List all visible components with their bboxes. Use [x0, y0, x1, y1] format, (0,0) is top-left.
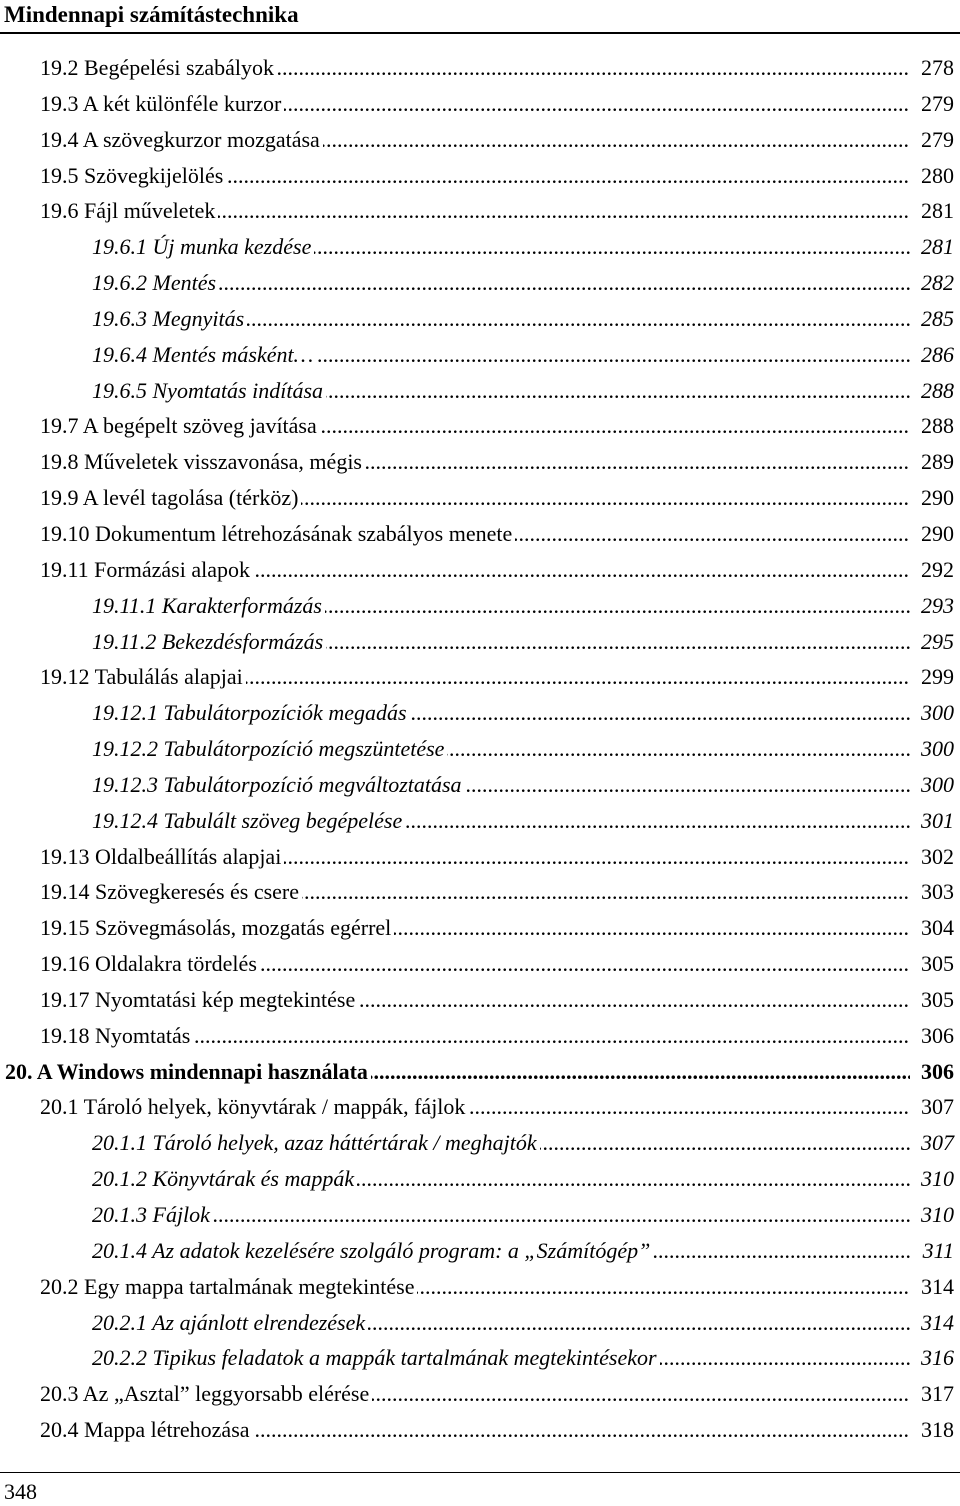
toc-entry-label: 19.2 Begépelési szabályok	[40, 55, 277, 80]
toc-entry-label: 19.8 Műveletek visszavonása, mégis	[40, 449, 365, 474]
toc-entry-page: 281	[917, 193, 954, 228]
toc-entry-page: 302	[917, 839, 954, 874]
toc-entry-label: 19.11.2 Bekezdésformázás	[92, 629, 326, 654]
toc-entry[interactable]	[0, 910, 960, 946]
toc-entry-label: 19.12.2 Tabulátorpozíció megszüntetése	[92, 736, 447, 761]
toc-entry-title	[40, 874, 910, 909]
toc-entry-label: 20.2.2 Tipikus feladatok a mappák tartalmának megtekintésekor	[92, 1345, 660, 1370]
header-rule	[0, 32, 960, 34]
toc-entry-title	[40, 839, 910, 874]
toc-entry-title	[40, 480, 910, 515]
toc-entry-title	[40, 193, 910, 228]
toc-entry[interactable]	[0, 1233, 960, 1269]
toc-entry[interactable]	[0, 50, 960, 86]
toc-entry-page: 311	[919, 1233, 954, 1268]
toc-entry-title	[92, 588, 910, 623]
toc-entry-page: 279	[917, 122, 954, 157]
toc-entry-title	[40, 444, 910, 479]
toc-entry-page: 305	[917, 982, 954, 1017]
toc-entry-label: 20.2 Egy mappa tartalmának megtekintése	[40, 1274, 417, 1299]
toc-entry[interactable]	[0, 480, 960, 516]
toc-entry-title	[92, 1340, 910, 1375]
toc-entry-label: 19.6.5 Nyomtatás indítása	[92, 378, 326, 403]
toc-entry-label: 19.13 Oldalbeállítás alapjai	[40, 844, 284, 869]
toc-entry-title	[92, 373, 910, 408]
toc-entry-page: 301	[917, 803, 954, 838]
toc-entry-title	[92, 695, 910, 730]
page-header	[0, 0, 960, 36]
toc-entry-title	[40, 50, 910, 85]
toc-entry[interactable]	[0, 516, 960, 552]
toc-entry-title	[92, 265, 910, 300]
toc-entry-title	[92, 1125, 910, 1160]
toc-entry-title	[40, 910, 910, 945]
toc-entry[interactable]	[0, 1305, 960, 1341]
toc-entry-label: 19.6.4 Mentés másként…	[92, 342, 316, 367]
toc-entry-title	[40, 122, 910, 157]
toc-entry-title	[92, 1161, 910, 1196]
toc-entry-title	[92, 803, 910, 838]
toc-entry-page: 300	[917, 731, 954, 766]
toc-entry-page: 290	[917, 480, 954, 515]
toc-entry-label: 19.10 Dokumentum létrehozásának szabályos menete	[40, 521, 515, 546]
toc-entry-label: 19.17 Nyomtatási kép megtekintése	[40, 987, 358, 1012]
toc-entry-page: 293	[917, 588, 954, 623]
page-number: 348	[4, 1479, 37, 1504]
toc-entry[interactable]	[0, 1269, 960, 1305]
toc-entry-title	[92, 1197, 910, 1232]
toc-entry-title	[40, 516, 910, 551]
toc-entry-title	[40, 1089, 910, 1124]
toc-entry-page: 299	[917, 659, 954, 694]
toc-entry-title	[92, 1233, 910, 1268]
toc-entry-page: 307	[917, 1125, 954, 1160]
toc-entry[interactable]	[0, 408, 960, 444]
toc-entry-title	[40, 86, 910, 121]
toc-entry-page: 288	[917, 408, 954, 443]
toc-entry-title	[40, 552, 910, 587]
table-of-contents	[0, 50, 960, 1448]
toc-entry-title	[92, 229, 910, 264]
toc-entry-label: 19.4 A szövegkurzor mozgatása	[40, 127, 323, 152]
running-title: Mindennapi számítástechnika	[4, 2, 299, 27]
toc-entry[interactable]	[0, 265, 960, 301]
toc-entry-page: 300	[917, 767, 954, 802]
toc-entry-title	[92, 301, 910, 336]
toc-entry[interactable]	[0, 122, 960, 158]
toc-entry-title	[40, 946, 910, 981]
toc-entry-label: 19.3 A két különféle kurzor	[40, 91, 284, 116]
toc-entry[interactable]	[0, 1161, 960, 1197]
toc-entry[interactable]	[0, 695, 960, 731]
toc-entry-label: 20.1.1 Tároló helyek, azaz háttértárak / meghajtók	[92, 1130, 540, 1155]
toc-entry-label: 19.5 Szövegkijelölés	[40, 163, 226, 188]
toc-entry-page: 295	[917, 624, 954, 659]
toc-entry-label: 19.9 A levél tagolása (térköz)	[40, 485, 301, 510]
toc-entry[interactable]	[0, 373, 960, 409]
toc-entry-title	[92, 767, 910, 802]
toc-entry[interactable]	[0, 624, 960, 660]
toc-entry[interactable]	[0, 1376, 960, 1412]
toc-entry-title	[92, 337, 910, 372]
toc-entry[interactable]	[0, 1125, 960, 1161]
toc-entry-page: 288	[917, 373, 954, 408]
toc-entry-page: 317	[917, 1376, 954, 1411]
toc-entry[interactable]	[0, 86, 960, 122]
toc-entry-title	[40, 1376, 910, 1411]
toc-entry-label: 20.1 Tároló helyek, könyvtárak / mappák, fájlok	[40, 1094, 468, 1119]
toc-entry-label: 20.4 Mappa létrehozása	[40, 1417, 253, 1442]
toc-entry-page: 285	[917, 301, 954, 336]
toc-entry-label: 19.6.2 Mentés	[92, 270, 219, 295]
footer-rule	[0, 1472, 960, 1473]
toc-entry[interactable]	[0, 301, 960, 337]
toc-entry-page: 314	[917, 1305, 954, 1340]
toc-entry-title	[40, 1412, 910, 1447]
toc-entry[interactable]	[0, 839, 960, 875]
toc-entry[interactable]	[0, 803, 960, 839]
toc-entry-title	[40, 1018, 910, 1053]
toc-entry-title	[92, 731, 910, 766]
toc-entry[interactable]	[0, 1340, 960, 1376]
toc-entry-page: 307	[917, 1089, 954, 1124]
toc-entry-label: 19.11 Formázási alapok	[40, 557, 253, 582]
toc-entry-label: 19.12.1 Tabulátorpozíciók megadás	[92, 700, 410, 725]
toc-entry-page: 304	[917, 910, 954, 945]
toc-entry[interactable]	[0, 1018, 960, 1054]
toc-entry-label: 19.12.4 Tabulált szöveg begépelése	[92, 808, 405, 833]
toc-entry[interactable]	[0, 444, 960, 480]
toc-entry-title	[40, 1269, 910, 1304]
toc-entry-label: 20.2.1 Az ajánlott elrendezések	[92, 1310, 368, 1335]
toc-entry-label: 19.7 A begépelt szöveg javítása	[40, 413, 320, 438]
toc-entry[interactable]	[0, 1197, 960, 1233]
toc-entry-label: 19.12.3 Tabulátorpozíció megváltoztatása	[92, 772, 465, 797]
toc-entry-label: 19.16 Oldalakra tördelés	[40, 951, 260, 976]
toc-entry-title	[5, 1054, 910, 1089]
toc-entry-page: 280	[917, 158, 954, 193]
toc-entry-label: 19.6.1 Új munka kezdése	[92, 234, 314, 259]
toc-entry-page: 289	[917, 444, 954, 479]
toc-entry-label: 19.12 Tabulálás alapjai	[40, 664, 246, 689]
toc-entry[interactable]	[0, 1054, 960, 1090]
toc-entry-page: 314	[917, 1269, 954, 1304]
toc-entry[interactable]	[0, 158, 960, 194]
toc-entry-label: 20.1.3 Fájlok	[92, 1202, 213, 1227]
toc-entry[interactable]	[0, 1089, 960, 1125]
toc-entry-page: 292	[917, 552, 954, 587]
toc-entry-page: 290	[917, 516, 954, 551]
toc-entry-page: 305	[917, 946, 954, 981]
toc-entry[interactable]	[0, 767, 960, 803]
toc-entry-label: 19.14 Szövegkeresés és csere	[40, 879, 302, 904]
toc-entry[interactable]	[0, 337, 960, 373]
toc-entry[interactable]	[0, 1412, 960, 1448]
toc-entry[interactable]	[0, 874, 960, 910]
toc-entry[interactable]	[0, 229, 960, 265]
toc-entry-label: 20. A Windows mindennapi használata	[5, 1059, 371, 1084]
toc-entry-page: 306	[917, 1054, 954, 1089]
toc-entry-title	[92, 1305, 910, 1340]
toc-entry-page: 310	[917, 1161, 954, 1196]
toc-entry-label: 20.1.4 Az adatok kezelésére szolgáló program: a „Számítógép”	[92, 1238, 653, 1263]
toc-entry-page: 286	[917, 337, 954, 372]
toc-entry-label: 19.6 Fájl műveletek	[40, 198, 218, 223]
toc-entry-page: 318	[917, 1412, 954, 1447]
toc-entry-title	[40, 158, 910, 193]
toc-entry-label: 19.11.1 Karakterformázás	[92, 593, 325, 618]
toc-entry-page: 316	[917, 1340, 954, 1375]
toc-entry-page: 281	[917, 229, 954, 264]
toc-entry-label: 20.3 Az „Asztal” leggyorsabb elérése	[40, 1381, 372, 1406]
toc-entry-label: 19.18 Nyomtatás	[40, 1023, 193, 1048]
toc-entry-page: 300	[917, 695, 954, 730]
toc-entry-label: 20.1.2 Könyvtárak és mappák	[92, 1166, 357, 1191]
toc-entry[interactable]	[0, 946, 960, 982]
toc-entry-label: 19.15 Szövegmásolás, mozgatás egérrel	[40, 915, 394, 940]
toc-entry-page: 310	[917, 1197, 954, 1232]
toc-entry-page: 282	[917, 265, 954, 300]
toc-entry-title	[40, 408, 910, 443]
toc-entry[interactable]	[0, 731, 960, 767]
toc-entry[interactable]	[0, 982, 960, 1018]
toc-entry-page: 303	[917, 874, 954, 909]
toc-entry-title	[92, 624, 910, 659]
toc-entry[interactable]	[0, 193, 960, 229]
toc-entry-page: 306	[917, 1018, 954, 1053]
toc-entry-page: 278	[917, 50, 954, 85]
toc-entry-title	[40, 982, 910, 1017]
toc-entry[interactable]	[0, 659, 960, 695]
toc-entry[interactable]	[0, 588, 960, 624]
toc-entry-page: 279	[917, 86, 954, 121]
toc-entry-label: 19.6.3 Megnyitás	[92, 306, 247, 331]
toc-entry-title	[40, 659, 910, 694]
toc-entry[interactable]	[0, 552, 960, 588]
